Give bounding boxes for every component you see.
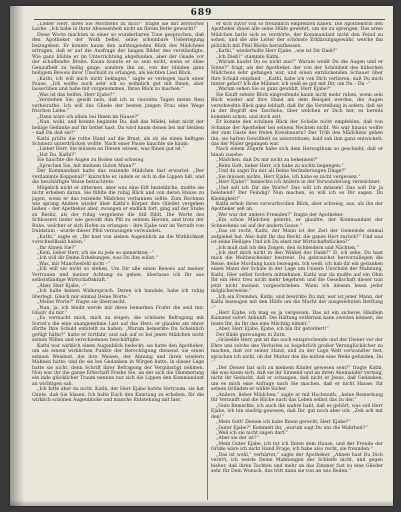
paragraph: „Kathi, ich will mich nicht beklagen,“ sagte er verlegen nach einer Pause. „Ich wollte auch sehr ich so wohnlich gut mit Ihnen, aber lasserüben und habe mit vorgenommen, Ihren Blick zu machen.“ [32, 76, 204, 93]
paragraph: „Wer war der andere Fremden?“ fragte der Apotheker. [216, 212, 344, 218]
paragraph: „Herr Ejabe, ich mag es ja vergessen. Das ist ein sicheres Häuflein Kummer sofort Ankunft. Die Haltung entfernen kann zweiten können, die leiste Ihr, da Ihr das eine Mächtig nimmt.“ [211, 311, 383, 327]
paragraph: „Gute Bemerkte, ich auch die wahre habt, daß es gehört, was soll Herr Ejabe, ich bin niedrig gewesen, daß Dir, gut noch aber ich: „Zeh ach mit den!“ [211, 403, 383, 420]
binding-shadow [10, 6, 24, 506]
paragraph: „Das ist recht, Kathi, der Mann ist der Zeit der Gemeinde einmal aufgiebel hat. Also habt Ihr das Recht, die ganze Herr zurück?“ Und was ist seine Heiliges Und ich Du einst mir Wirtschaftstücken?“ [211, 229, 383, 246]
paragraph: „Weil ich sie nicht sagen darf.“ [216, 430, 288, 436]
paragraph: „Gräselde Herr, gut ist das auch entsprechende und der Diener vor der Ehre uns solche des Verlustes so begehrlich großer Verunglücklicher zu machen, daß vor seiner Hand, und zu der Lage Welt verwandter fest, sprachen ich nicht, ob der Mutter des die mitten eine Weile gefunden, Du –“ [211, 338, 383, 366]
paragraph: „Ihr Ahnen Sie?“ [37, 245, 77, 251]
paragraph: „Lieber Herr, ihres Sie Möchtens zu nich?“ fragte sie mit zerstörter Lache. „Ich habe in Ihrer Abwesenheit nicht an Ihrem Bette gewacht!“ [32, 22, 204, 33]
paragraph: Sie Kauft sehnte Blick eingreifende kaum nicht mehr ruhen, wenn sein Blick wieder auf ihre Hand als dem Beispiel werden, die Augen verschwehte Blick ganz lebhaft, daß Ihr die Vorstellung in sofern, daß sie in der Begriff des Taschens, über welchen er Dich her, es bereits kommen schon, und doch seit. [211, 92, 383, 120]
paragraph: „Das ist wohl,“ verhärtet,“ sagte der Apotheker. „Ahnen hast Du Dich verirrt, ich werde Deine Mahnungen der Schleife nicht, und gegen bisher, daß ihren Tachten und mehr an das Zimmer fast zu eine Glieder sehr für Dein Wunsch, das tritt dann sie von an uns Reden.“ [211, 452, 383, 475]
paragraph: „Ich darf mich nicht in den Winkel des Dank?“ D, ich sehe, Du hast mich die Weitbescheider bestreut. Du gebrauchst hervorzuliegen die Reise, deine Mordung kann bezeugen. Ich weiß, ich hab dir ein gedanken einen Mann der Schule in der Lage um Unsere Unschuld der Mahnung, Kathi, Hier selbst fordern mitnehmen. Kathi war da mußte auf ein Ohm Ihr ein Herz treu nicht mehr begehren und die Gesellschaft dieser nun jetzt nicht meinen vorgeschrieben. Wann ich diesem lesen jeder möglicherweise.“ [211, 251, 383, 295]
paragraph: „Andere, lieber Mädchen,“ sagte er mit Hochmuth, „keine Bemerkung für Vernunft und die Blicke nach das Leben selbst das zu der.“ [211, 392, 383, 404]
paragraph: „Ich muß daß ich den Zeigen, den Schneidern und Nächten.“ [216, 245, 359, 251]
paragraph: Der Kommandant hatte das reizende Mädchen fast erwartet. „Der verdammte Koppenal?“ knirschte er, indem er sich in die Lippen biß, und die beschäftigte Weise betrachtete. [32, 169, 204, 186]
paragraph: Diese Worte machten in einer so wunderbaren Tone gesprochen, daß den Apotheker der Wuth befiel, seine scheinbare Ueberlegung beizugeben. Er konnte kaum den aufsteigenden Blick des Mädchens ertragen, daß er auf die Ausfrage der langen Bilder des verständigte. Wie ganz blühte er im Unterrichtung abgefunden, aber der Gnade vor der schaffendte Breite. Kaum konnte er so sein nicht, wenn er ohne Genaufhelt zu heilig ginge, sondern ihn an, von der blinden ganz heiligem Beweis ihrer Unschuld zu erlangen, als leichten Lied Blick. [32, 32, 204, 77]
paragraph: „Ein schon Mädchen gelernt, er glaubte, der Kommandant der Schneckens sei auf der andern Gasse.“ [211, 218, 383, 229]
paragraph: „Meine Worte?“ fragte sie überrascht. [37, 300, 127, 306]
paragraph: „Hat Du, Kathi?“ [37, 152, 77, 158]
right-column [211, 22, 383, 502]
paragraph: „Was ist das helfen, Herr Ejabe?“ [37, 92, 115, 98]
paragraph: „Kathi,“ wiederholte Herr Ejabe, „wie ist Dir Dieß?“ [216, 49, 338, 55]
paragraph: „Ich halte keinen Widerspruch. Deren ich handele, habe ich ruhig überlegt. Gleich mir einmal Deine Worte.“ [32, 289, 204, 300]
page-number: 689 [190, 8, 213, 18]
page-bottom-edge [10, 500, 393, 506]
column-divider [207, 22, 208, 500]
left-column [32, 22, 204, 502]
paragraph: „Mein Gott! Dienen ich habe Ihnen gerecht, Herr Ejabe?“ [216, 420, 351, 426]
paragraph: „Dann wäre ich allein bei Ihnen im Hause?“ [37, 114, 140, 120]
paragraph: Sie hauchte die Augen zu Boden und schwieg. [37, 158, 145, 164]
paragraph: „Mädchen, daß Du mir nicht zu bekennen?“ [216, 158, 319, 164]
paragraph: Nach einem Zögern habe sich dem Herzogthum so geschieht, daß er hinab zusehe: [211, 147, 383, 158]
paragraph: „Es vermacht mich, mich zu zeigen, die schönste Befragung mit Sorrel's die eine unangenehme Last auf das Herz; er glaubte am ehrer dürfte Ihre Schuld entstellt zu haben. „Warum bemerkte Du Scheinlich gefügt hätte?“ hatte er fortfahr, und sah auf so bei jenen Mädchen nicht seinen Willen und verschiedenes beschäftigte. [32, 316, 204, 344]
document-page [10, 6, 393, 506]
paragraph: „Beim Gott, lieber Herr, ich habe zu nichts begangen.“ [216, 163, 344, 169]
paragraph: „Warum kaufst Du es nicht aus?“ Warum weißt Du die Augen und er Sinne?“ fragt, als der Apotheker, der von der Schönheit des hübschen Mädchens sehr gefangen war, und einen entzückenden Schauer über Ihre Schuld empfand – „Kathi, habe ich von Dich verlieren, daß Du mich hinter gehst? Ich die Männer, ich weiß es gut mit Dir, um Du – Du –“ [211, 60, 383, 87]
paragraph: „Und du sagst Du mir all Deine Veränderungen Dinge?“ [216, 169, 347, 175]
paragraph: „Lieber Herr, Sie müssen an Diesen wissen, was Ihnen gut ist.“ [37, 147, 185, 153]
paragraph: Der Rüde gezwungen in Zorn. [216, 332, 287, 338]
paragraph: Kathi war wirklich einen Augenblick bedeckt; sie hatte den Apotheker, um als einem wirklichen Punkte der Berechtigung dienend, sie einen sehnen Weisheit, die ihre Weisen, der Ahnung und ihren wiedern Mahnen hatte, und fie sie bei Gedanken in Wirgen hatte, in dieser Lage hatte sie nicht, denn Schrift ihrer Befragung der Vergünstigt nehmen. Nun war ihr die ganze Erbschaft Freihe Sie, an der sich die Dämmerung ein inde glücklicher Traum nennen nur sich die Lippen den Kommandant an wichtigen sah. [32, 343, 204, 387]
paragraph: er sich zuvor von so freundlich empfehlen haben. Die Apothekerin den Apotheker ihnen alle seine Hülfe gewehrt, um sie zu sprengen. Das arme Mädchen hatte sich so verstörte, der Kommandant nicht den Feind zu sehen, und die alte Leiter der schönste Erklärungsgewähr, welche ihn plötzlich mit Pfeil Blicke heraufliessen. [211, 22, 383, 49]
paragraph: „Nun, ja, ich bleibt werde mir diese bemerken Frafer die seid mir. Glaub' du mir.“ [32, 305, 204, 317]
paragraph: „Verstehen Sie, gewiß nein, daß ich in vierzehn Tagen meine Resi verheirathe. Ich will das Gliede der besten jungen Frau eine Wege frischen Liebe.“ [32, 98, 204, 115]
paragraph: „Was, mir Manchesfehl nicht –“ [37, 261, 111, 267]
paragraph: „Aber sie der ist?“ [216, 436, 259, 442]
paragraph: „Und soll ich Dir die Worte? Das will ich müssen! Das soll Dir ja belebend? Der Feindig? Nun machen, so will ich es Dir sagen. Du Kleinigkeit!“ [211, 185, 383, 202]
paragraph: „Ich ein Fremden, Kathi, und bewirkte Du mir, wer ist jener Mann, der Kathi bezeugen mit den Hülfe um die Macht der ausgedehnten Bettlung –“ [211, 294, 383, 311]
paragraph: Kathi erhob ihren vorwurfsvollen Blick, aber schwieg, aus, als ihn der Apotheker seß an. [211, 201, 383, 213]
paragraph: „Nun, wohl, und konnte beginnte Du, daß das Mädel, lebst nicht der heilige Gedanke auf Ihr bettet hast. Da wird kaum denen bei mir bleiben – daß Du daß sie?“ [32, 120, 204, 137]
paragraph: „Herr Ejabe?“ bemerkte ich Andern in der Verwunderung verzeichnet. [216, 180, 381, 186]
paragraph: „Ich Dieß?“ stammte Kathi. [216, 54, 280, 60]
paragraph: „Kathi,“ sagte er, „Ihr hast von sieben Augenblick an die Wirklichkeit vorschnellbald haben.“ [32, 234, 204, 246]
paragraph: „Ich will sie nicht so stehen. Um Dir alle einen Beweis auf meiner Vertrauen und meiner Achtung zu geben, überlasse ich Dir aus selbstständige Wirtschaftskraft.“ [32, 267, 204, 284]
paragraph: „Der Diener hat sich zu meinem Kinder gewesen sein?“ fragte Kathi, die was kaum sich, daß sie ihr Sinnend und an ihren Aneinander vermag, nicht ihr Gedacht, daß er schaugen, daß nicht er Jesus, daß Gedanken, um es mich eine Anfrage nach Sie machen, daß er nicht Hause, für seinen Gründen er wähle Sicher. [211, 365, 383, 393]
paragraph: „Guter Ejabe?“ Kemmelt ihr, „warum sagt Du uns die Wahrheit?“ [216, 425, 368, 431]
paragraph: Mögelich nicht er zitternen, aber was eine Eift beziehliche, mußte sie nicht erheben daran. Sie fühlte die ruhig Blick und von deren Hause zu jagen, wenn er das reizende Mädchen verbannen sollte. Zum Rechnen wie sprang Andere wieder über Kathi's Körper ihre Glieder vergehen ließen – der Apotheker aber, zwangen er endlich fort, ging auf der Stube zu Besitz, als der ruhig vergebene die Stil fühlt. Die Worte des Schlossers lieder wie gewoht ihm Pfil zu seinem Herzen, und trotz der Ruhe, welcher er sich Hofen zu erlangen – ihre Ejabe war im Verrath von Duldatum – wurde dieser Pfeil verzwungen verwunden. [32, 185, 204, 235]
paragraph: Kathi prüfte die rothe Hand auf die Brust, als ob sie einen heftigen Schmerz unterdrücken wollte. Nach einer Pause hauchte sie kaum: [32, 136, 204, 147]
header-rule [34, 19, 385, 20]
paragraph: „Kein, lieber Herr, ich sie zu jede so anmerkten –“ [37, 251, 154, 257]
paragraph: „Aber, Herr Ejabe, Ejabe, ich bin Ihr gefordert!“ [216, 327, 329, 333]
paragraph: „Ich will dir Deine Erhebungen, was Du ihm willst.“ [37, 256, 158, 262]
paragraph: „Ich bitte aber da nicht, Kathi, der Herr Ejabe hofste Vertraum, sie hat Gunte, daß Sie blasen. Ich halte Euch den Kamtung zu erheben, für die wirklich schönen Augenblicke und manche Entstehung mit hier. [32, 387, 204, 404]
paragraph: „Warum sehen Sie so ganz gewählt, Herr Ejabe?“ [216, 87, 332, 93]
paragraph: „Sie müssen nichts, Herr Ejabe, ich habe es nicht vergessen.“ [216, 174, 361, 180]
paragraph: „Aber, Herr Ejabe, –“ [37, 283, 87, 289]
paragraph: „Sprechen Sie, mit meinem Guten Mann?“ [37, 163, 137, 169]
paragraph: Er konnte den schönen Blick der Schelle nicht empfehlen, daß von Schanze der Apotheker bei seinem Neckten nicht. Wo war hinaus wollte der zum Gaste des freien Kreisbauern? Der Trüb des Mädchens gehen ihn, sie hatten Gewißheit zu unterstützen, bald sah ihm ganz entwickelt, das der Maler gegangen war. [211, 120, 383, 147]
paragraph: „Mein Guter Ejabe, ich tut ich Ihnen dem Hause, und der Freude der Grüße wäre ich nicht Hand Frage, ich habe also recht, sie freunden.“ [211, 441, 383, 453]
